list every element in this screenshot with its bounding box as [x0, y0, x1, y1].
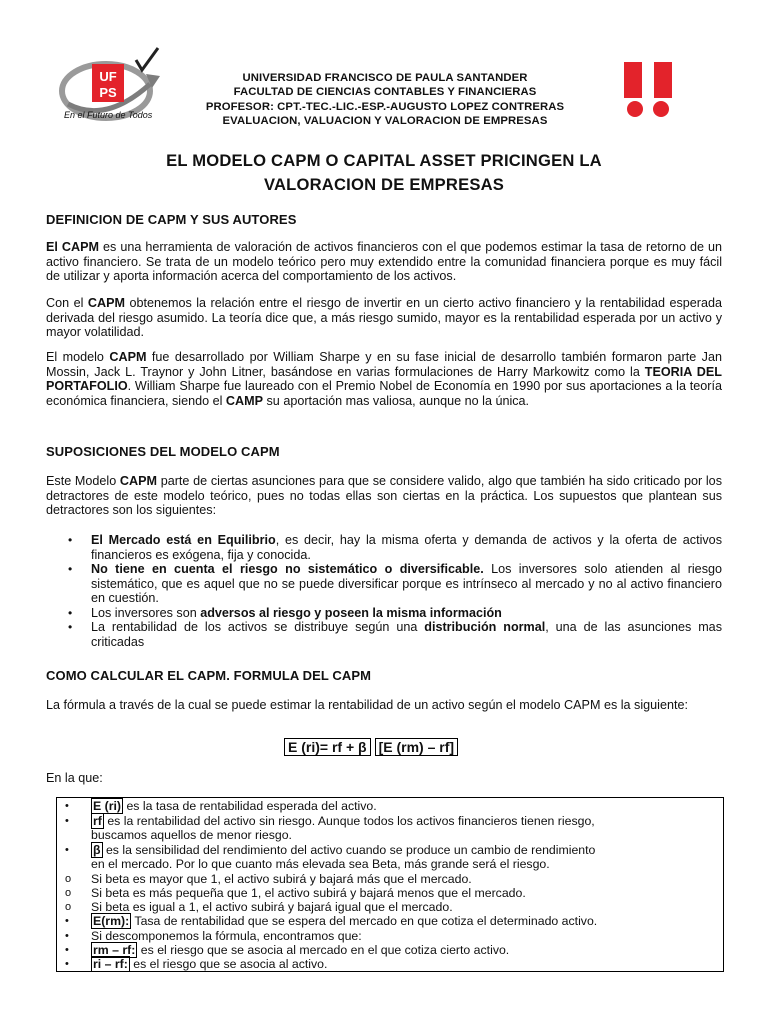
course-name: EVALUACION, VALUACION Y VALORACION DE EMPRESAS — [222, 114, 548, 127]
paragraph-assumptions-intro — [46, 474, 722, 518]
section-heading-definicion: DEFINICION DE CAPM Y SUS AUTORES — [46, 212, 297, 227]
section-heading-formula: COMO CALCULAR EL CAPM. FORMULA DEL CAPM — [46, 668, 372, 683]
definition-text — [91, 873, 721, 886]
paragraph-text: su aportación mas valiosa, aunque no la única. — [263, 394, 530, 409]
bullet-icon: • — [68, 605, 73, 620]
circle-bullet-icon: o — [65, 873, 72, 885]
section-heading-suposiciones: SUPOSICIONES DEL MODELO CAPM — [46, 444, 280, 459]
paragraph-text: obtenemos la relación entre el riesgo de invertir en un cierto activo financiero y la rentabilidad esperada derivada del riesgo asumido. La teoría dice que, a más riesgo sumido, mayor es la rentabilidad esperada por un activo y mayor volatilidad. — [46, 296, 722, 340]
bullet-icon: • — [65, 944, 69, 956]
bold-text: El Mercado está en Equilibrio — [91, 533, 276, 547]
bullet-icon: • — [65, 800, 69, 812]
bold-text: adversos al riesgo y poseen la misma información — [200, 605, 502, 620]
bullet-icon: • — [68, 533, 73, 547]
definition-text — [91, 829, 721, 842]
circle-bullet-icon: o — [65, 887, 72, 899]
capm-formula — [284, 739, 458, 755]
bold-text: CAPM — [109, 350, 147, 364]
definition-text — [91, 887, 721, 900]
definition-body: Tasa de rentabilidad que se espera del mercado en que cotiza el determinado activo. — [134, 914, 598, 928]
list-item — [46, 620, 722, 649]
page-title — [40, 149, 728, 197]
faculty-name: FACULTAD DE CIENCIAS CONTABLES Y FINANCIERAS — [233, 86, 537, 99]
title-line-2: VALORACION DE EMPRESAS — [263, 175, 505, 194]
bold-text: El CAPM — [46, 240, 99, 254]
bold-text: CAPM — [119, 474, 158, 488]
university-emblem-icon — [622, 62, 676, 120]
ufps-logo — [58, 46, 176, 126]
definition-body: es la tasa de rentabilidad esperada del activo. — [126, 799, 377, 813]
definition-body: Si beta es mayor que 1, el activo subirá y bajará más que el mercado. — [91, 872, 472, 886]
definition-term: E (ri) — [93, 799, 122, 813]
definition-term: rf — [93, 814, 102, 828]
definition-body: Si descomponemos la fórmula, encontramos que: — [91, 929, 362, 943]
bold-text: CAMP — [225, 394, 264, 409]
bullet-icon: • — [65, 844, 69, 856]
definition-text — [91, 915, 721, 928]
institution-header — [160, 71, 610, 128]
paragraph-en-la-que: En la que: — [46, 771, 103, 785]
bold-text: distribución normal — [424, 620, 546, 634]
list-item — [46, 533, 722, 562]
bullet-icon: • — [65, 915, 69, 927]
bullet-icon: • — [65, 930, 69, 942]
paragraph-text: El modelo — [46, 350, 110, 364]
bullet-icon: • — [65, 958, 69, 970]
definition-body: Si beta es más pequeña que 1, el activo subirá y bajará menos que el mercado. — [91, 886, 526, 900]
definition-text — [91, 815, 721, 828]
definition-text — [91, 958, 721, 971]
list-text: Los inversores son — [91, 605, 201, 620]
logo-slogan: En el Futuro de Todos — [64, 110, 153, 120]
professor-line: PROFESOR: CPT.-TEC.-LIC.-ESP.-AUGUSTO LOPEZ CONTRERAS — [205, 100, 565, 113]
svg-text:UF: UF — [99, 69, 117, 84]
definition-term: rm – rf: — [93, 943, 136, 957]
list-item — [46, 562, 722, 606]
svg-text:PS: PS — [99, 85, 117, 100]
definition-body: es la sensibilidad del rendimiento del activo cuando se produce un cambio de rendimiento — [105, 843, 596, 857]
paragraph-formula-intro: La fórmula a través de la cual se puede estimar la rentabilidad de un activo según el modelo CAPM es la siguiente: — [46, 698, 688, 712]
formula-right-term: [E (rm) – rf] — [375, 738, 458, 756]
list-text: , una de las asunciones mas criticadas — [91, 620, 722, 649]
title-line-1: EL MODELO CAPM O CAPITAL ASSET PRICINGEN LA — [166, 151, 602, 170]
list-text: Los inversores solo atienden al riesgo sistemático, que es aquel que no se puede diversificar porque es intrínseco al mercado y no al activo financiero en cuestión. — [91, 562, 722, 605]
paragraph-capm-definition — [46, 240, 722, 284]
definition-term: β — [93, 843, 101, 857]
definition-text — [91, 858, 721, 871]
list-item — [46, 606, 722, 621]
assumptions-list — [46, 533, 722, 649]
paragraph-text: parte de ciertas asunciones para que se considere valido, algo que también ha sido criticado por los detractores de este modelo teórico, pues no todas ellas son ciertas en la práctica. Los supuestos que plantean sus detractores son los siguientes: — [46, 474, 722, 518]
definition-text — [91, 944, 721, 957]
paragraph-capm-history — [46, 350, 722, 409]
definition-term: ri – rf: — [93, 957, 128, 971]
definition-body: es el riesgo que se asocia al activo. — [133, 957, 328, 971]
definition-term: E(rm): — [93, 914, 130, 928]
definition-body: Si beta es igual a 1, el activo subirá y bajará igual que el mercado. — [91, 900, 453, 914]
bullet-icon: • — [68, 620, 73, 634]
bold-text: TEORIA DEL PORTAFOLIO — [46, 364, 722, 394]
definition-body: es el riesgo que se asocia al mercado en el que cotiza cierto activo. — [140, 943, 510, 957]
circle-bullet-icon: o — [65, 901, 72, 913]
paragraph-capm-relation — [46, 296, 722, 340]
bullet-icon: • — [68, 562, 73, 576]
paragraph-text: es una herramienta de valoración de activos financieros con el que podemos estimar la tasa de retorno de un activo financiero. Se trata de un modelo teórico pero muy extendido entre la comunidad financiera porque es muy fácil de utilizar y aporta información acerca del comportamiento de los activos. — [46, 240, 722, 284]
list-text: , es decir, hay la misma oferta y demanda de activos y la oferta de activos financieros es exógena, fija y conocida. — [91, 533, 722, 562]
formula-definitions-box — [56, 797, 724, 972]
paragraph-text: Con el — [46, 296, 88, 310]
bold-text: CAPM — [87, 296, 125, 310]
definition-text — [91, 844, 721, 857]
paragraph-text: . William Sharpe fue laureado con el Premio Nobel de Economía en 1990 por sus aportaciones a la teoría económica financiera, siendo el — [46, 379, 722, 409]
university-name: UNIVERSIDAD FRANCISCO DE PAULA SANTANDER — [242, 72, 528, 84]
definition-text — [91, 901, 721, 914]
definition-body: buscamos aquellos de menor riesgo. — [91, 828, 292, 842]
definition-body: en el mercado. Por lo que cuanto más elevada sea Beta, más grande será el riesgo. — [91, 857, 550, 871]
bullet-icon: • — [65, 815, 69, 827]
definition-body: es la rentabilidad del activo sin riesgo. Aunque todos los activos financieros tienen riesgo, — [107, 814, 595, 828]
list-text: La rentabilidad de los activos se distribuye según una — [91, 620, 425, 634]
definition-text — [91, 930, 721, 943]
bold-text: No tiene en cuenta el riesgo no sistemático o diversificable. — [91, 562, 484, 576]
definition-text — [91, 800, 721, 813]
paragraph-text: fue desarrollado por William Sharpe y en su fase inicial de desarrollo también formaron parte Jan Mossin, Jack L. Traynor y John Litner, basándose en varias formulaciones de Harry Markowitz como la — [46, 350, 722, 379]
formula-left-term: E (ri)= rf + β — [284, 738, 371, 756]
paragraph-text: Este Modelo — [46, 474, 120, 488]
